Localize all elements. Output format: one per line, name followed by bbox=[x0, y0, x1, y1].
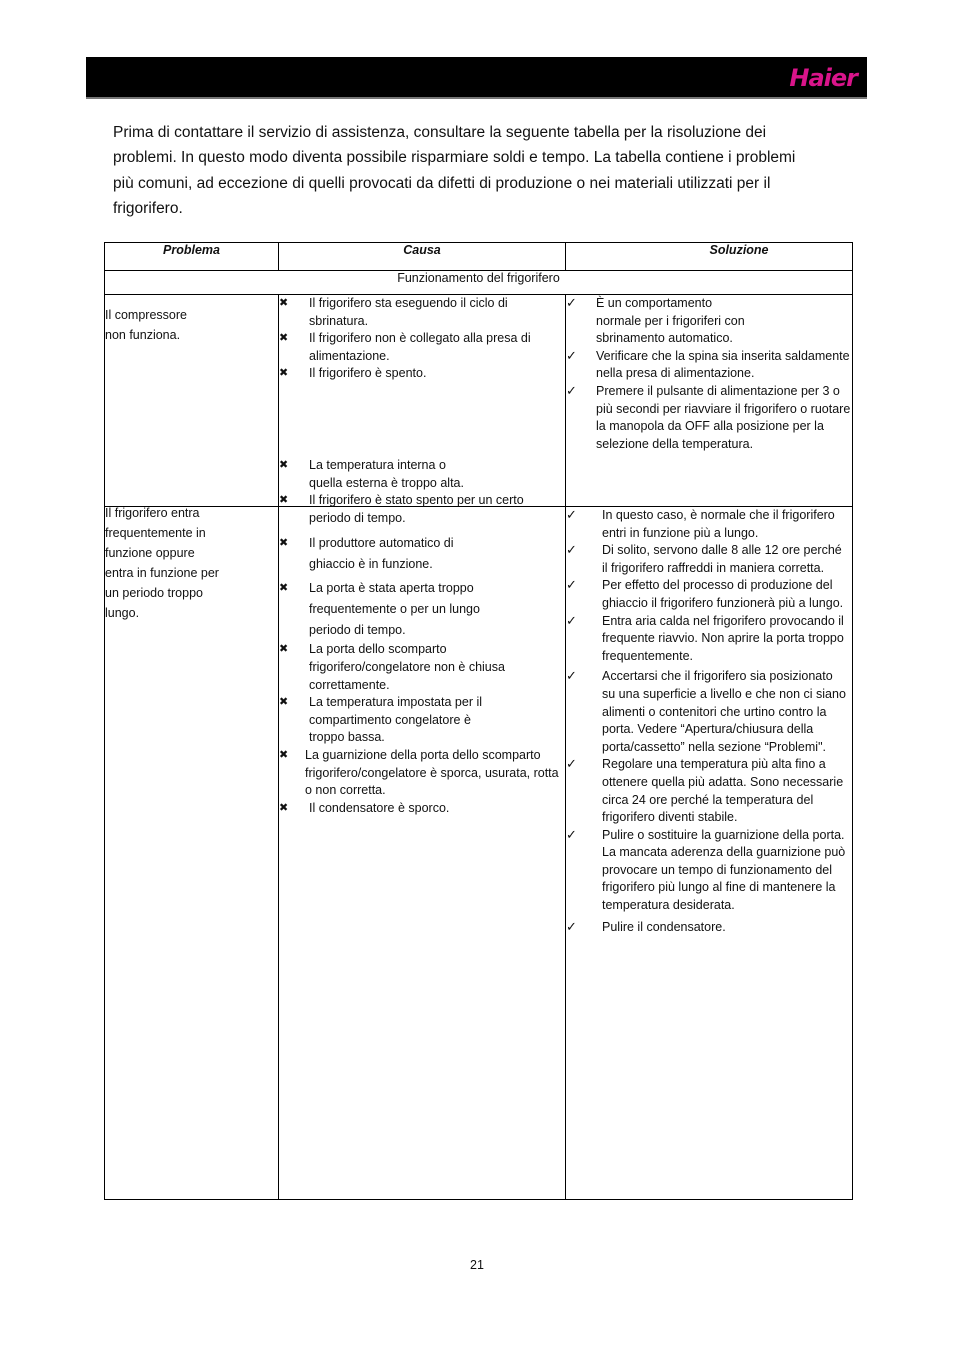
cross-icon: ✖ bbox=[279, 459, 289, 471]
list-item: ✖ La temperatura impostata per il compartimento congelatore è troppo bassa. bbox=[279, 695, 483, 745]
cause-list bbox=[279, 457, 565, 817]
list-item: ✓ Accertarsi che il frigorifero sia posizionato su una superficie a livello e che non ci siano alimenti o contenitori che urtino contro la porta. Vedere “Apertura/chiusura della porta/cassetto” nella sezione “Problemi". bbox=[566, 668, 846, 754]
list-item: ✓ Verificare che la spina sia inserita saldamente nella presa di alimentazione. bbox=[566, 347, 850, 381]
cross-icon: ✖ bbox=[279, 582, 289, 595]
list-item: ✓ Entra aria calda nel frigorifero provocando il frequente riavvio. Non aprire la porta troppo frequentemente. bbox=[566, 612, 844, 663]
list-item: ✖ La porta dello scomparto frigorifero/congelatore non è chiusa correttamente. bbox=[279, 642, 505, 692]
cross-icon: ✖ bbox=[279, 696, 289, 709]
table-header-row bbox=[105, 243, 853, 271]
list-item: ✓ Pulire o sostituire la guarnizione della porta. La mancata aderenza della guarnizione può provocare un tempo di funzionamento del frigorifero più lungo al fine di mantenere la temperatura desiderata. bbox=[566, 826, 846, 913]
header-problem: Problema bbox=[105, 243, 279, 271]
list-item: ✖ La temperatura interna o quella esterna è troppo alta. bbox=[279, 458, 464, 490]
table-row bbox=[105, 507, 853, 1200]
cause-cell bbox=[279, 458, 566, 1200]
check-icon: ✓ bbox=[566, 826, 577, 842]
check-icon: ✓ bbox=[566, 295, 577, 310]
check-icon: ✓ bbox=[566, 507, 577, 522]
list-item: ✓ Per effetto del processo di produzione del ghiaccio il frigorifero funzionerà più a lungo. bbox=[566, 577, 844, 610]
problem-text: Il compressore non funziona. bbox=[105, 308, 187, 342]
problem-cell bbox=[105, 295, 279, 507]
list-item: ✖ Il frigorifero non è collegato alla presa di alimentazione. bbox=[279, 331, 531, 363]
cross-icon: ✖ bbox=[279, 801, 289, 814]
list-item: ✖ Il frigorifero sta eseguendo il ciclo di sbrinatura. bbox=[279, 296, 508, 328]
check-icon: ✓ bbox=[566, 612, 577, 628]
cross-icon: ✖ bbox=[279, 367, 289, 380]
check-icon: ✓ bbox=[566, 756, 577, 772]
check-icon: ✓ bbox=[566, 382, 577, 398]
list-item: ✓ Pulire il condensatore. bbox=[566, 918, 726, 934]
list-item: ✓ Premere il pulsante di alimentazione per 3 o più secondi per riavviare il frigorifero o ruotare la manopola da OFF alla posizione per la selezione della temperatura. bbox=[566, 382, 851, 451]
list-item: ✖ Il frigorifero è spento. bbox=[279, 365, 565, 383]
intro-paragraph: Prima di contattare il servizio di assistenza, consultare la seguente tabella per la risoluzione dei problemi. In questo modo diventa possibile risparmiare soldi e tempo. La tabella contiene i problemi più comuni, ad eccezione di quelli provocati da difetti di produzione o nei materiali utilizzati per il frigorifero. bbox=[113, 124, 796, 217]
solution-cell bbox=[566, 507, 853, 1200]
check-icon: ✓ bbox=[566, 918, 577, 934]
list-item: ✖ Il frigorifero è stato spento per un certo periodo di tempo. bbox=[279, 493, 524, 525]
header-bar bbox=[86, 57, 867, 99]
section-title: Funzionamento del frigorifero bbox=[105, 271, 853, 295]
cross-icon: ✖ bbox=[279, 494, 289, 507]
troubleshooting-table bbox=[104, 242, 853, 1200]
list-item: ✓ È un comportamento normale per i frigoriferi con sbrinamento automatico. bbox=[566, 295, 745, 346]
solution-list bbox=[566, 295, 852, 453]
list-item: ✖ La porta è stata aperta troppo frequentemente o per un lungo periodo di tempo. bbox=[279, 578, 509, 641]
header-cause: Causa bbox=[279, 243, 566, 271]
section-row bbox=[105, 271, 853, 295]
check-icon: ✓ bbox=[566, 577, 577, 593]
check-icon: ✓ bbox=[566, 668, 577, 684]
cross-icon: ✖ bbox=[279, 643, 289, 656]
check-icon: ✓ bbox=[566, 542, 577, 558]
cross-icon: ✖ bbox=[279, 332, 289, 345]
list-item: ✓ Di solito, servono dalle 8 alle 12 ore perché il frigorifero raffreddi in maniera corretta. bbox=[566, 542, 842, 575]
cross-icon: ✖ bbox=[279, 537, 289, 550]
solution-cell bbox=[566, 295, 853, 507]
cause-list bbox=[279, 295, 565, 383]
cross-icon: ✖ bbox=[279, 297, 289, 309]
cross-icon: ✖ bbox=[279, 748, 289, 761]
list-item: ✖ La guarnizione della porta dello scomparto frigorifero/congelatore è sporca, usurata, rotta o non corretta. bbox=[279, 747, 559, 798]
header-solution: Soluzione bbox=[566, 243, 853, 271]
solution-list bbox=[566, 507, 852, 936]
list-item: ✓ Regolare una temperatura più alta fino a ottenere quella più adatta. Sono necessarie circa 24 ore perché la temperatura del frigorifero diventi stabile. bbox=[566, 756, 844, 825]
problem-cell bbox=[105, 507, 279, 1200]
list-item: ✖ Il produttore automatico di ghiaccio è in funzione. bbox=[279, 533, 489, 575]
check-icon: ✓ bbox=[566, 347, 577, 363]
brand-logo: Haier bbox=[789, 64, 857, 92]
list-item: ✖ Il condensatore è sporco. bbox=[279, 800, 565, 818]
problem-text: Il frigorifero entra frequentemente in funzione oppure entra in funzione per un periodo troppo lungo. bbox=[105, 506, 219, 620]
page-number: 21 bbox=[470, 1258, 484, 1272]
list-item: ✓ In questo caso, è normale che il frigorifero entri in funzione più a lungo. bbox=[566, 507, 835, 540]
